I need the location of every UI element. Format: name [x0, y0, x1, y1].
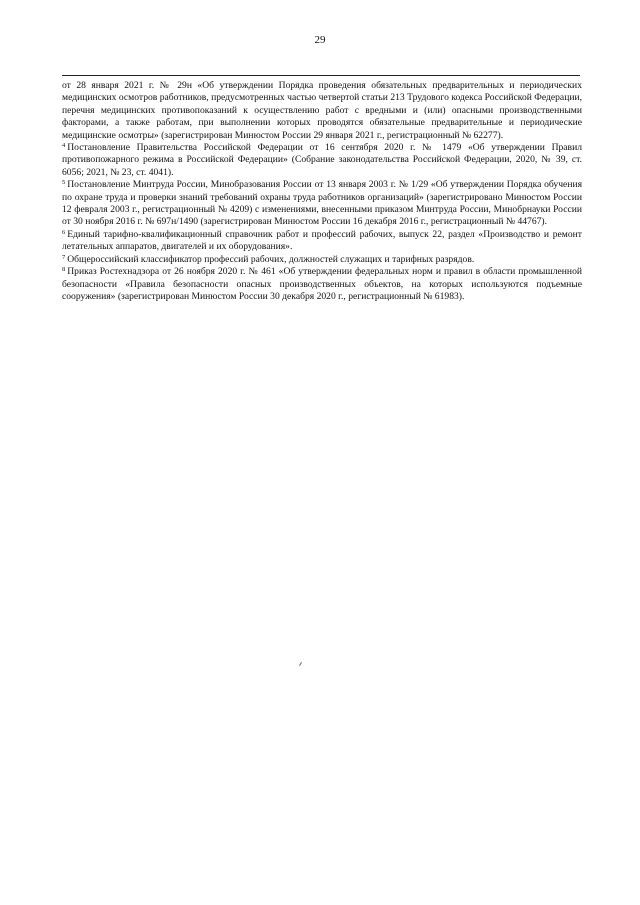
footnote-5 — [62, 179, 582, 229]
footnote-6 — [62, 229, 582, 254]
footnote-separator — [62, 75, 580, 76]
page-number: 29 — [314, 34, 326, 46]
footnote-text: Общероссийский классификатор профессий рабочих, должностей служащих и тарифных разрядов. — [67, 253, 475, 265]
footnote-4 — [62, 142, 582, 179]
footnote-marker: 5 — [62, 179, 66, 187]
footnote-marker: 4 — [62, 142, 66, 150]
footnote-text: Постановление Правительства Российской Федерации от 16 сентября 2020 г. № 1479 «Об утверждении Правил противопожарного режима в Российской Федерации» (Собрание законодательства Российской Федерации, 2020, № 39, ст. 6056; 2021, № 23, ст. 4041). — [62, 142, 582, 178]
footnote-marker: 7 — [62, 253, 66, 261]
footnote-marker: 8 — [62, 266, 66, 274]
footnote-text: Приказ Ростехнадзора от 26 ноября 2020 г. № 461 «Об утверждении федеральных норм и правил в области промышленной безопасности «Правила безопасности опасных производственных объектов, на которых используются подъемные сооружения» (зарегистрирован Минюстом России 30 декабря 2020 г., регистрационный № 61983). — [62, 266, 582, 302]
footnote-marker: 6 — [62, 228, 66, 236]
footnote-text: Постановление Минтруда России, Минобразования России от 13 января 2003 г. № 1/29 «Об утверждении Порядка обучения по охране труда и проверки знаний требований охраны труда работников организаций» (зарегистрировано Минюстом России 12 февраля 2003 г., регистрационный № 4209) с изменениями, внесенными приказом Минтруда России, Минобрнауки России от 30 ноября 2016 г. № 697н/1490 (зарегистрирован Минюстом России 16 декабря 2016 г., регистрационный № 44767). — [62, 179, 582, 228]
footnotes-section — [62, 80, 582, 303]
footnote-text: Единый тарифно-квалификационный справочник работ и профессий рабочих, выпуск 22, раздел «Производство и ремонт летательных аппаратов, двигателей и их оборудования». — [62, 228, 582, 253]
footnote-text: от 28 января 2021 г. № 29н «Об утверждении Порядка проведения обязательных предварительных и периодических медицинских осмотров работников, предусмотренных частью четвертой статьи 213 Трудового кодекса Российской Федерации, перечня медицинских противопоказаний к осуществлению работ с вредными и (или) опасными производственными факторами, а также работам, при выполнении которых проводятся обязательные предварительные и периодические медицинские осмотры» (зарегистрирован Минюстом России 29 января 2021 г., регистрационный № 62277). — [62, 80, 582, 141]
scan-artifact — [299, 662, 302, 666]
footnote-7 — [62, 254, 582, 266]
footnote-continuation — [62, 80, 582, 142]
footnote-8 — [62, 266, 582, 303]
